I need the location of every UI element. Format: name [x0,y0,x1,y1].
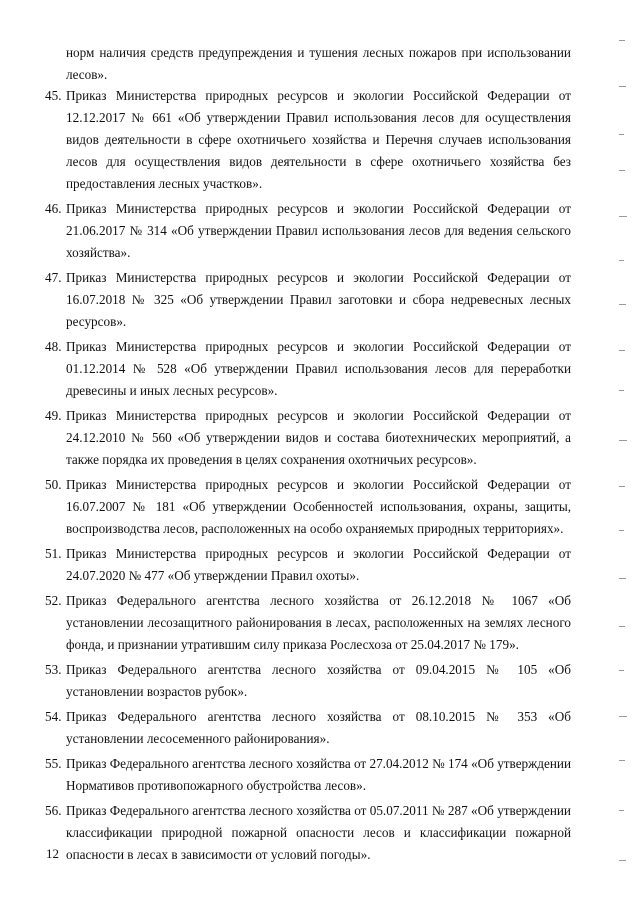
scan-mark [619,810,624,811]
list-item [45,405,571,471]
scan-mark [619,170,625,171]
item-text: Приказ Министерства природных ресурсов и экологии Российской Федерации от 24.07.2020 № 477 «Об утверждении Правил охоты». [66,546,571,583]
scan-mark [619,440,627,441]
scan-mark [619,86,626,87]
scan-mark [619,260,624,261]
scan-mark [619,716,627,717]
scan-mark [619,486,625,487]
scan-mark [619,760,625,761]
list-item [45,85,571,195]
item-number: 50. [45,477,62,492]
item-text: Приказ Министерства природных ресурсов и экологии Российской Федерации от 21.06.2017 № 314 «Об утверждении Правил использования лесов для ведения сельского хозяйства». [66,201,571,260]
item-number: 54. [45,709,62,724]
scan-margin-marks [619,30,631,890]
item-text: Приказ Федерального агентства лесного хозяйства от 26.12.2018 № 1067 «Об установлении лесозащитного районирования в лесах, расположенных на землях лесного фонда, и признании утратившим силу приказа Рослесхоза от 25.04.2017 № 179». [66,593,571,652]
scan-mark [619,530,624,531]
item-number: 51. [45,546,62,561]
list-item [45,336,571,402]
scan-mark [619,216,627,217]
item-number: 53. [45,662,62,677]
scan-mark [619,626,625,627]
item-text: Приказ Министерства природных ресурсов и экологии Российской Федерации от 16.07.2018 № 325 «Об утверждении Правил заготовки и сбора недревесных лесных ресурсов». [66,270,571,329]
reference-list [45,85,571,869]
continued-paragraph: норм наличия средств предупреждения и тушения лесных пожаров при использовании лесов». [66,45,571,82]
list-item [45,267,571,333]
list-item [45,800,571,866]
item-number: 47. [45,270,62,285]
scan-mark [619,390,624,391]
item-number: 55. [45,756,62,771]
item-text: Приказ Федерального агентства лесного хозяйства от 09.04.2015 № 105 «Об установлении возрастов рубок». [66,662,571,699]
scan-mark [619,134,624,135]
scan-mark [619,670,624,671]
item-text: Приказ Федерального агентства лесного хозяйства от 08.10.2015 № 353 «Об установлении лесосеменного районирования». [66,709,571,746]
item-text: Приказ Министерства природных ресурсов и экологии Российской Федерации от 01.12.2014 № 528 «Об утверждении Правил использования лесов для переработки древесины и иных лесных ресурсов». [66,339,571,398]
item-number: 46. [45,201,62,216]
item-text: Приказ Министерства природных ресурсов и экологии Российской Федерации от 16.07.2007 № 181 «Об утверждении Особенностей использования, охраны, защиты, воспроизводства лесов, расположенных на особо охраняемых природных территориях». [66,477,571,536]
item-number: 45. [45,88,62,103]
item-number: 56. [45,803,62,818]
item-text: Приказ Министерства природных ресурсов и экологии Российской Федерации от 12.12.2017 № 661 «Об утверждении Правил использования лесов для осуществления видов деятельности в сфере охотничьего хозяйства и Перечня случаев использования лесов для осуществления видов деятельности в сфере охотничьего хозяйства без предоставления лесных участков». [66,88,571,191]
list-item [45,543,571,587]
item-text: Приказ Федерального агентства лесного хозяйства от 05.07.2011 № 287 «Об утверждении классификации природной пожарной опасности лесов и классификации пожарной опасности в лесах в зависимости от условий погоды». [66,803,571,862]
list-item [45,198,571,264]
page-number: 12 [46,846,59,861]
scan-mark [619,578,626,579]
scan-mark [619,350,625,351]
scan-mark [619,40,625,41]
scan-mark [619,860,626,861]
item-text: Приказ Министерства природных ресурсов и экологии Российской Федерации от 24.12.2010 № 560 «Об утверждении видов и состава биотехнических мероприятий, а также порядка их проведения в целях сохранения охотничьих ресурсов». [66,408,571,467]
scan-mark [619,304,626,305]
list-item [45,590,571,656]
list-item [45,659,571,703]
item-text: Приказ Федерального агентства лесного хозяйства от 27.04.2012 № 174 «Об утверждении Нормативов противопожарного обустройства лесов». [66,756,571,793]
item-number: 49. [45,408,62,423]
item-number: 52. [45,593,62,608]
item-number: 48. [45,339,62,354]
list-item [45,474,571,540]
list-item [45,706,571,750]
list-item [45,753,571,797]
